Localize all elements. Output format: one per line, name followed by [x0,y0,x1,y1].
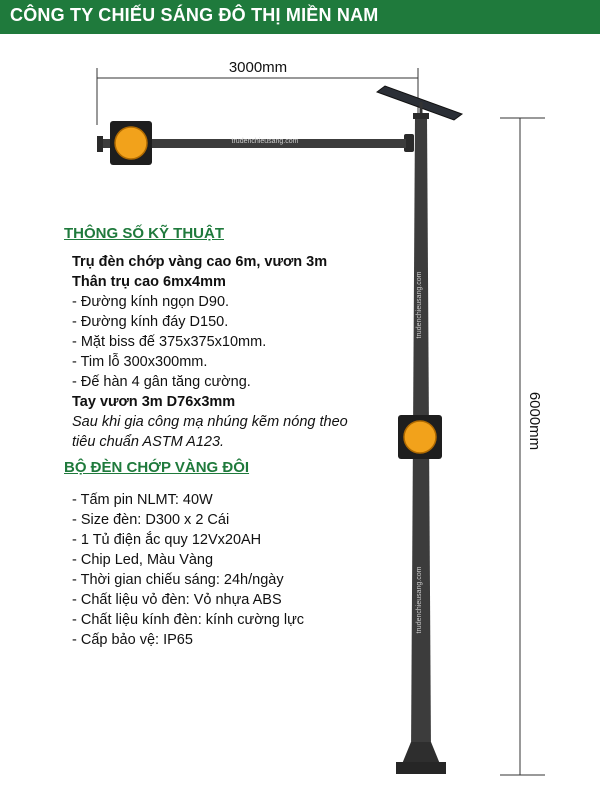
lamp-spec-item: - 1 Tủ điện ắc quy 12Vx20AH [72,532,262,548]
height-label: 6000mm [526,391,543,451]
lamp-spec-item: - Cấp bảo vệ: IP65 [72,632,193,648]
watermark-arm: trudenchieusang.com [231,138,299,145]
lamp-spec-item: - Chip Led, Màu Vàng [72,552,214,568]
spec-panel [64,224,374,650]
spec-lamp-body [64,490,374,650]
spec-item: - Tim lỗ 300x300mm. [72,354,208,370]
spec-item: - Đường kính ngọn D90. [72,294,230,310]
pole-base-plate [396,762,446,774]
height-dimension [500,118,545,775]
arm-flashing-lamp [110,121,152,165]
spec-item: - Mặt biss đế 375x375x10mm. [72,334,267,350]
watermark-pole-upper: trudenchieusang.com [416,271,423,339]
spec-technical-body [64,252,374,452]
lamp-spec-item: - Chất liệu kính đèn: kính cường lực [72,612,305,628]
spec-galvanizing-note: Sau khi gia công mạ nhúng kẽm nóng theo tiêu chuẩn ASTM A123. [72,414,348,450]
lamp-spec-item: - Chất liệu vỏ đèn: Vỏ nhựa ABS [72,592,282,608]
pole-top-cap [413,113,429,119]
pole-base-gusset [402,742,440,764]
spec-title-pole: Trụ đèn chớp vàng cao 6m, vươn 3m [72,254,328,270]
arm-lamp-light [115,127,147,159]
spec-title-arm: Tay vươn 3m D76x3mm [72,394,236,410]
lamp-spec-item: - Thời gian chiếu sáng: 24h/ngày [72,572,284,588]
watermark-pole-lower: trudenchieusang.com [416,566,423,634]
arm-end-cap [97,136,103,152]
arm-length-label: 3000mm [228,59,288,76]
spec-item: - Đế hàn 4 gân tăng cường. [72,374,251,390]
pole-lamp-light [404,421,436,453]
spec-heading-technical: THÔNG SỐ KỸ THUẬT [64,225,224,242]
lamp-spec-item: - Size đèn: D300 x 2 Cái [72,512,230,528]
company-title: CÔNG TY CHIẾU SÁNG ĐÔ THỊ MIỀN NAM [10,5,379,25]
spec-heading-lamp-set: BỘ ĐÈN CHỚP VÀNG ĐÔI [64,459,250,476]
arm-dimension [97,59,418,125]
pole-flashing-lamp [398,415,442,459]
spec-item: - Đường kính đáy D150. [72,314,229,330]
spec-title-shaft: Thân trụ cao 6mx4mm [72,274,226,290]
lamp-spec-item: - Tấm pin NLMT: 40W [72,492,213,508]
